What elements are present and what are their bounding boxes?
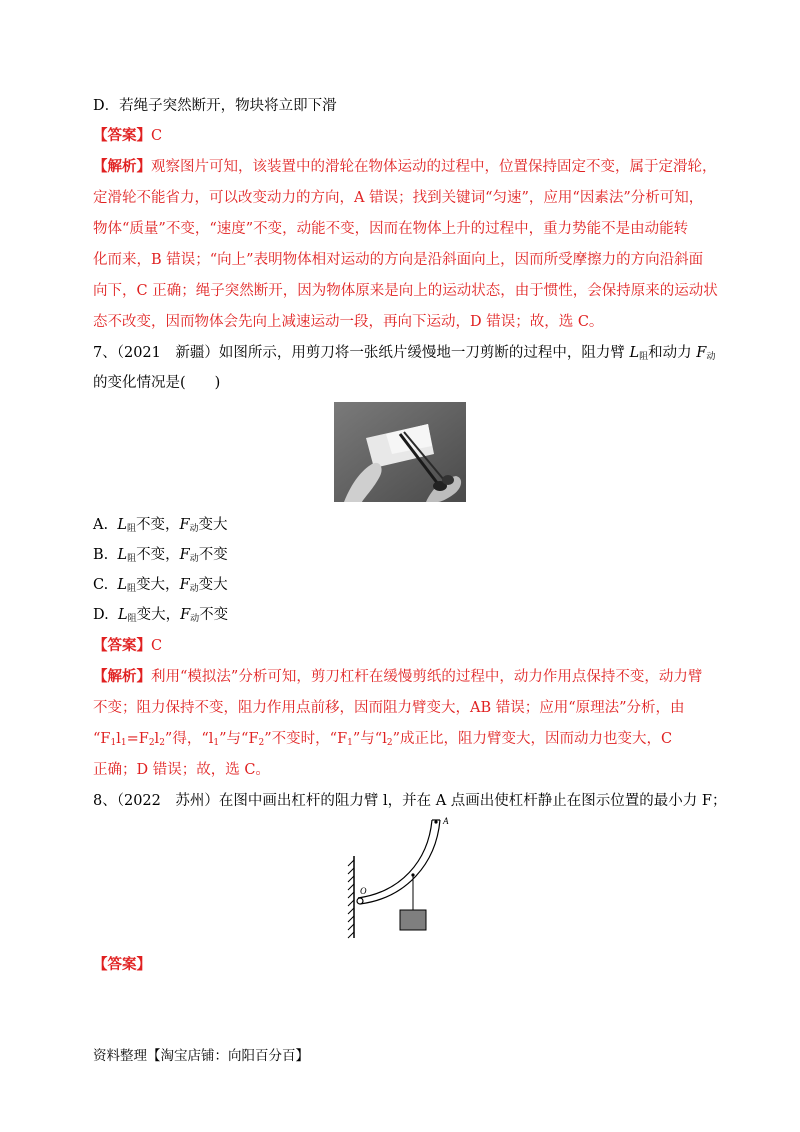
answer-label: 【答案】 [93, 127, 151, 144]
option-d: D．若绳子突然断开，物块将立即下滑 [93, 98, 337, 114]
q7-option: C. $L_阻$变大，$F_动$变大 [93, 577, 228, 594]
answer-value: C [151, 128, 163, 144]
q7-option: B. $L_阻$不变，$F_动$不变 [93, 547, 228, 564]
analysis-label: 【解析】 [93, 158, 151, 175]
analysis-line: 【解析】观察图片可知，该装置中的滑轮在物体运动的过程中，位置保持固定不变，属于定滑轮， [93, 158, 717, 175]
analysis-line: 物体“质量”不变，“速度”不变，动能不变，因而在物体上升的过程中，重力势能不是由动能转 [93, 221, 689, 237]
scissors-photo [334, 402, 466, 502]
q7-analysis-formula-line: “$F_1l_1=F_2l_2$”得，“$l_1$”与“$F_2$”不变时，“$F_1$”与“$l_2$”成正比，阻力臂变大，因而动力也变大，C [93, 731, 673, 748]
analysis-line: 定滑轮不能省力，可以改变动力的方向，A 错误；找到关键词“匀速”，应用“因素法”分析可知， [93, 190, 704, 206]
curved-lever-diagram [340, 812, 460, 942]
q8-answer-label: 【答案】 [93, 956, 151, 973]
answer-line [93, 126, 162, 146]
q7-stem-line2: 的变化情况是( ) [93, 375, 221, 391]
q7-stem-line1: 7、（2021 新疆）如图所示，用剪刀将一张纸片缓慢地一刀剪断的过程中，阻力臂 $L_阻$和动力 $F_动$ [93, 345, 716, 362]
q7-answer-line: 【答案】C [93, 637, 163, 654]
q8-stem: 8、（2022 苏州）在图中画出杠杆的阻力臂 l，并在 A 点画出使杠杆静止在图示位置的最小力 F； [93, 793, 727, 809]
point-o-label: O [360, 886, 367, 896]
q7-analysis-line: 不变；阻力保持不变，阻力作用点前移，因而阻力臂变大，AB 错误；应用“原理法”分析，由 [93, 700, 685, 716]
point-a-label: A [443, 816, 449, 826]
analysis-line: 化而来，B 错误；“向上”表明物体相对运动的方向是沿斜面向上，因而所受摩擦力的方向沿斜面 [93, 252, 704, 268]
analysis-line: 向下，C 正确；绳子突然断开，因为物体原来是向上的运动状态，由于惯性，会保持原来的运动状 [93, 283, 718, 299]
footer-source: 资料整理【淘宝店铺：向阳百分百】 [93, 1048, 309, 1064]
q7-analysis-line: 正确；D 错误；故，选 C。 [93, 762, 270, 778]
q7-option: A. $L_阻$不变，$F_动$变大 [93, 517, 228, 534]
analysis-line: 态不改变，因而物体会先向上减速运动一段，再向下运动，D 错误；故，选 C。 [93, 314, 604, 330]
q7-option: D. $L_阻$变大，$F_动$不变 [93, 607, 229, 624]
q7-analysis-line: 【解析】利用“模拟法”分析可知，剪刀杠杆在缓慢剪纸的过程中，动力作用点保持不变，动力臂 [93, 668, 703, 685]
